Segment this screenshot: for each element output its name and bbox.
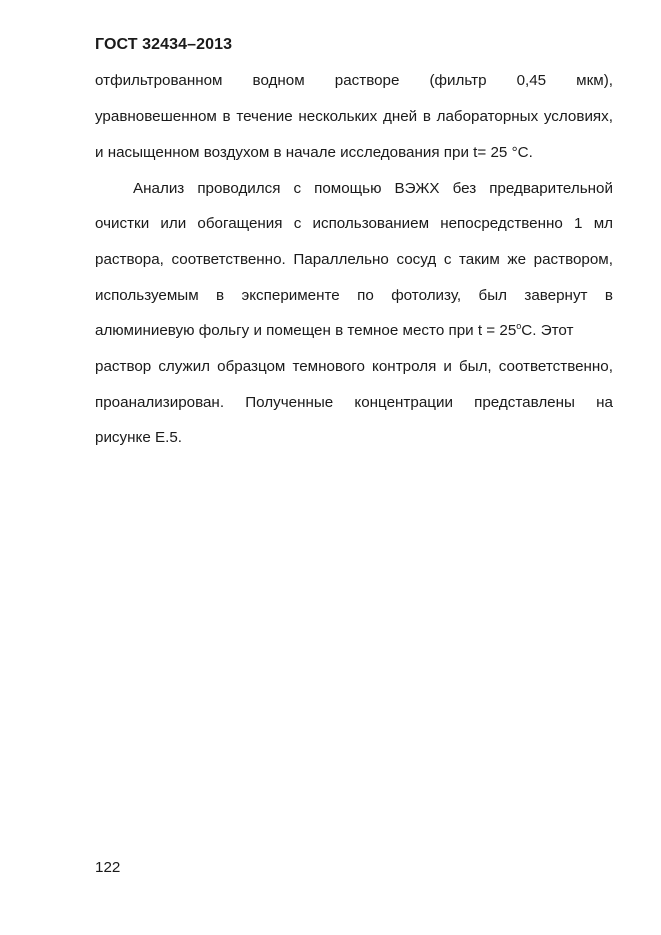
word: концентрации <box>354 394 453 411</box>
word: соответственно. <box>171 251 286 268</box>
word: на <box>596 394 613 411</box>
word: проводился <box>197 180 281 197</box>
word: дней <box>382 108 418 125</box>
word: Анализ <box>133 180 185 197</box>
word: растворе <box>334 72 400 89</box>
text-line: и насыщенном воздухом в начале исследования при t= 25 °C. <box>95 144 533 161</box>
word: без <box>452 180 477 197</box>
text-fragment: C. Этот <box>521 322 574 339</box>
word: лабораторных <box>436 108 539 125</box>
word: в <box>604 287 613 304</box>
word: завернут <box>524 287 588 304</box>
word: с <box>443 251 452 268</box>
word: был <box>478 287 507 304</box>
word: с <box>293 180 302 197</box>
word: раствора, <box>95 251 164 268</box>
word: эксперименте <box>241 287 340 304</box>
word: водном <box>252 72 305 89</box>
word: по <box>357 287 374 304</box>
word: 1 <box>574 215 583 232</box>
word: условиях, <box>543 108 613 125</box>
text-fragment: алюминиевую фольгу и помещен в темное место при t = 25 <box>95 322 517 339</box>
word: отфильтрованном <box>95 72 223 89</box>
word: был, <box>458 358 492 375</box>
degree-superscript: o <box>516 321 522 331</box>
page-number: 122 <box>95 859 121 876</box>
text-line: рисунке Е.5. <box>95 429 183 446</box>
text-line <box>95 71 613 91</box>
text-line <box>95 250 613 270</box>
word: ВЭЖХ <box>394 180 440 197</box>
word: течение <box>236 108 293 125</box>
word: непосредственно <box>440 215 563 232</box>
word: помощью <box>314 180 382 197</box>
word: очистки <box>95 215 150 232</box>
word: 0,45 <box>516 72 547 89</box>
word: проанализирован. <box>95 394 225 411</box>
word: в <box>422 108 431 125</box>
word: представлены <box>474 394 575 411</box>
word: соответственно, <box>498 358 613 375</box>
word: служил <box>158 358 211 375</box>
text-line <box>95 321 613 341</box>
word: таким <box>459 251 500 268</box>
word: фотолизу, <box>391 287 462 304</box>
text-segment <box>95 321 573 341</box>
word: мкм), <box>576 72 613 89</box>
word: с <box>293 215 302 232</box>
text-line <box>95 107 613 127</box>
word: образцом <box>217 358 286 375</box>
word: сосуд <box>396 251 437 268</box>
word: нескольких <box>298 108 378 125</box>
word: (фильтр <box>429 72 487 89</box>
document-header: ГОСТ 32434–2013 <box>95 36 233 53</box>
text-line <box>95 393 613 413</box>
word: и <box>443 358 452 375</box>
word: обогащения <box>197 215 283 232</box>
word: используемым <box>95 287 199 304</box>
text-line <box>95 286 613 306</box>
word: же <box>507 251 527 268</box>
text-line <box>95 357 613 377</box>
word: в <box>222 108 231 125</box>
word: раствором, <box>533 251 613 268</box>
word: в <box>216 287 225 304</box>
paragraph-first-line <box>133 179 613 199</box>
word: или <box>160 215 187 232</box>
word: мл <box>593 215 613 232</box>
word: Полученные <box>245 394 334 411</box>
word: Параллельно <box>293 251 389 268</box>
text-line <box>95 214 613 234</box>
word: контроля <box>372 358 437 375</box>
word: предварительной <box>489 180 613 197</box>
word: раствор <box>95 358 152 375</box>
word: темнового <box>292 358 365 375</box>
word: использованием <box>312 215 430 232</box>
word: уравновешенном <box>95 108 217 125</box>
